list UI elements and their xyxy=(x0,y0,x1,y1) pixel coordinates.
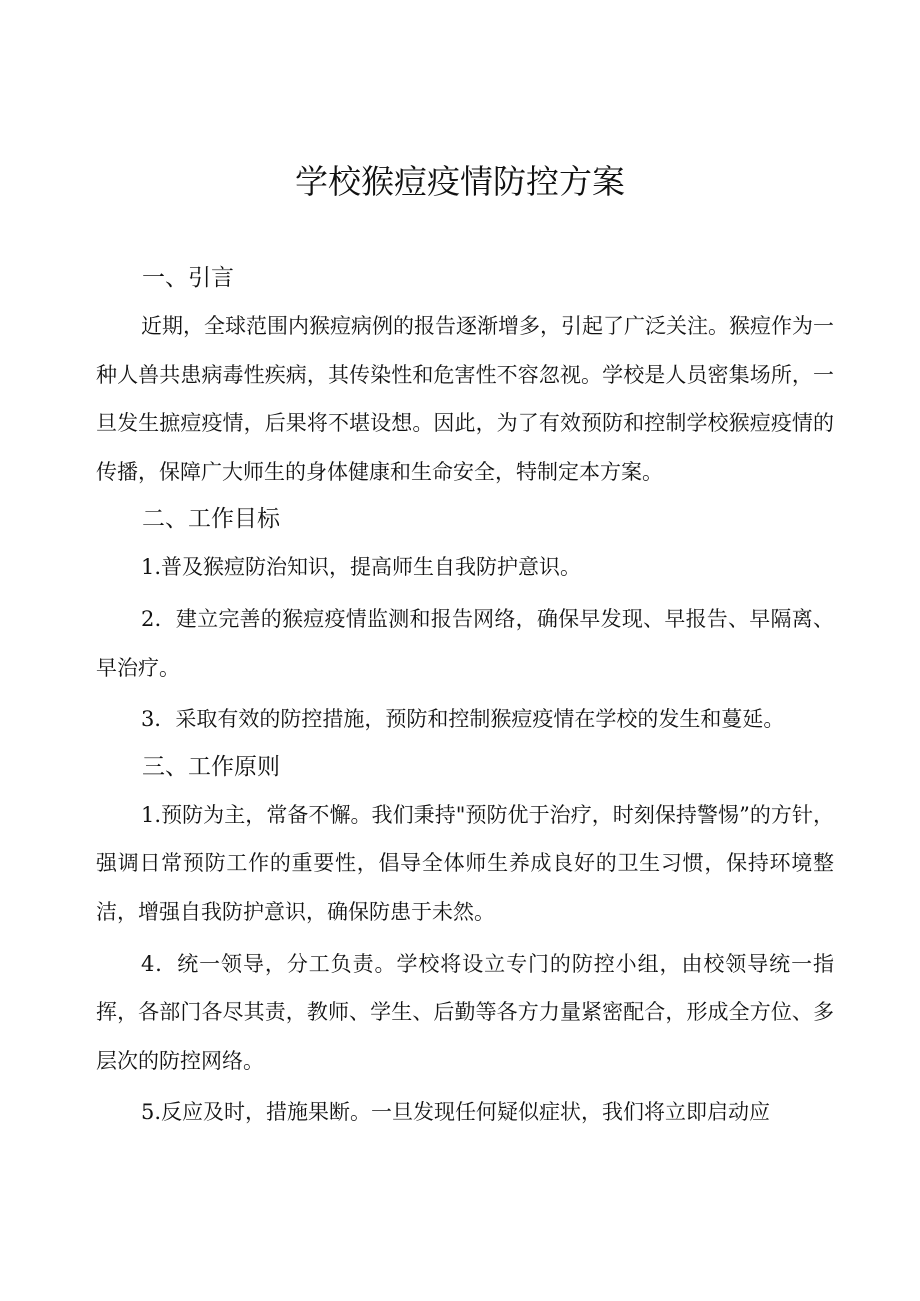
paragraph: 近期，全球范围内猴痘病例的报告逐渐增多，引起了广泛关注。猴痘作为一种人兽共患病毒性疾病，其传染性和危害性不容忽视。学校是人员密集场所，一旦发生摭痘疫情，后果将不堪设想。因此，为了有效预防和控制学校猴痘疫情的传播，保障广大师生的身体健康和生命安全，特制定本方案。 xyxy=(96,314,834,484)
paragraph: 1.预防为主，常备不懈。我们秉持"预防优于治疗，时刻保持警惕”的方针，强调日常预防工作的重要性，倡导全体师生养成良好的卫生习惯，保持环境整洁，增强自我防护意识，确保防患于未然。 xyxy=(96,802,834,924)
section-introduction xyxy=(96,258,834,496)
paragraph: 1.普及猴痘防治知识，提高师生自我防护意识。 xyxy=(141,555,582,580)
section-work-goals xyxy=(96,499,834,743)
paragraph: 5.反应及时，措施果断。一旦发现任何疑似症状，我们将立即启动应 xyxy=(141,1100,771,1125)
paragraph: 4．统一领导，分工负责。学校将设立专门的防控小组，由校领导统一指挥，各部门各尽其责，教师、学生、后勤等各方力量紧密配合，形成全方位、多层次的防控网络。 xyxy=(96,951,834,1073)
section-work-principles xyxy=(96,747,834,1137)
document-title: 学校猴痘疫情防控方案 xyxy=(295,162,625,201)
paragraph: 3．采取有效的防控措施，预防和控制猴痘疫情在学校的发生和蔓延。 xyxy=(141,707,785,732)
document-body xyxy=(96,258,834,1140)
section-heading: 三、工作原则 xyxy=(142,753,280,780)
section-heading: 二、工作目标 xyxy=(142,506,280,533)
paragraph: 2．建立完善的猴痘疫情监测和报告网络，确保早发现、早报告、早隔离、早治疗。 xyxy=(96,606,834,680)
section-heading: 一、引言 xyxy=(142,265,234,291)
